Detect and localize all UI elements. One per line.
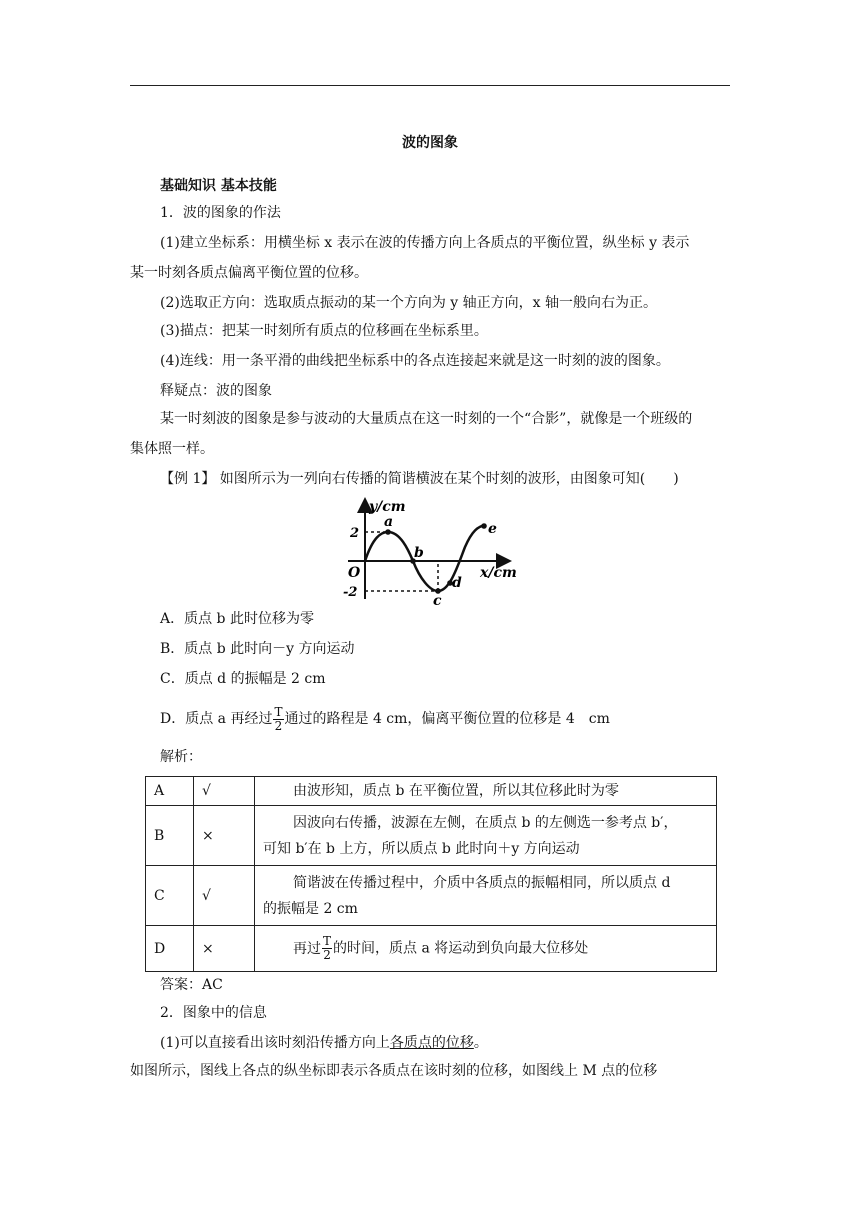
paragraph-3: (3)描点：把某一时刻所有质点的位移画在坐标系里。 [160, 323, 488, 339]
point-a [385, 529, 391, 535]
table-cell-explanation: 再过 $\frac{T}{2}$ 的时间，质点 a 将运动到负向最大位移处 [255, 926, 717, 972]
table-row [146, 806, 717, 866]
page-title: 波的图象 [402, 135, 458, 151]
table-cell-mark: √ [194, 777, 255, 806]
option-c: C．质点 d 的振幅是 2 cm [160, 671, 326, 687]
y-axis-label: y/cm [369, 499, 406, 515]
table-row [146, 926, 717, 972]
table-cell-option: B [146, 806, 194, 866]
tick-label-neg2: -2 [343, 585, 358, 600]
paragraph-6: (1)可以直接看出该时刻沿传播方向上各质点的位移。 [160, 1035, 488, 1051]
clarify-label: 释疑点：波的图象 [160, 383, 272, 399]
option-a: A．质点 b 此时位移为零 [160, 611, 314, 627]
table-row [146, 866, 717, 926]
point-b-label: b [414, 545, 424, 561]
x-axis-label: x/cm [480, 565, 517, 581]
point-a-label: a [384, 514, 394, 530]
point-e-label: e [488, 521, 497, 537]
point-d-label: d [452, 575, 462, 591]
wave-figure [338, 495, 522, 607]
fraction-t-over-2: $\frac{T}{2}$ [274, 704, 283, 733]
origin-label: O [348, 565, 361, 581]
paragraph-5b: 集体照一样。 [130, 441, 214, 457]
table-cell-mark: × [194, 806, 255, 866]
example-1-question: 【例 1】 如图所示为一列向右传播的简谐横波在某个时刻的波形，由图象可知( ) [160, 471, 679, 487]
tick-label-2: 2 [350, 526, 360, 541]
item-2-heading: 2．图象中的信息 [160, 1005, 267, 1021]
point-c-label: c [433, 593, 442, 607]
table-row [146, 777, 717, 806]
paragraph-1b: 某一时刻各质点偏离平衡位置的位移。 [130, 265, 368, 281]
table-cell-explanation: 简谐波在传播过程中，介质中各质点的振幅相同，所以质点 d 的振幅是 2 cm [255, 866, 717, 926]
paragraph-7: 如图所示，图线上各点的纵坐标即表示各质点在该时刻的位移，如图线上 M 点的位移 [130, 1063, 658, 1079]
table-cell-mark: √ [194, 866, 255, 926]
option-b: B．质点 b 此时向－y 方向运动 [160, 641, 355, 657]
table-cell-option: C [146, 866, 194, 926]
paragraph-5a: 某一时刻波的图象是参与波动的大量质点在这一时刻的一个“合影”，就像是一个班级的 [160, 411, 693, 427]
paragraph-2: (2)选取正方向：选取质点振动的某一个方向为 y 轴正方向，x 轴一般向右为正。 [160, 295, 657, 311]
option-d-suffix: 通过的路程是 4 cm，偏离平衡位置的位移是 4 cm [284, 711, 610, 727]
point-e [481, 523, 487, 529]
analysis-label: 解析： [160, 749, 202, 765]
underlined-term: 各质点的位移 [389, 1035, 474, 1051]
table-cell-option: D [146, 926, 194, 972]
header-rule [130, 85, 730, 86]
answer-line: 答案：AC [160, 977, 223, 993]
table-cell-mark: × [194, 926, 255, 972]
table-cell-explanation: 由波形知，质点 b 在平衡位置，所以其位移此时为零 [255, 777, 717, 806]
wave-curve [365, 525, 486, 591]
paragraph-1a: (1)建立坐标系：用横坐标 x 表示在波的传播方向上各质点的平衡位置，纵坐标 y 表示 [160, 235, 690, 251]
section-heading: 基础知识 基本技能 [160, 178, 277, 194]
table-cell-option: A [146, 777, 194, 806]
option-d-prefix: D．质点 a 再经过 [160, 711, 273, 727]
paragraph-4: (4)连线：用一条平滑的曲线把坐标系中的各点连接起来就是这一时刻的波的图象。 [160, 353, 670, 369]
option-d [160, 704, 610, 734]
item-1-heading: 1．波的图象的作法 [160, 205, 281, 221]
fraction-t-over-2: $\frac{T}{2}$ [323, 934, 332, 962]
table-cell-explanation: 因波向右传播，波源在左侧，在质点 b 的左侧选一参考点 b′， 可知 b′在 b 上方，所以质点 b 此时向＋y 方向运动 [255, 806, 717, 866]
analysis-table [145, 776, 717, 972]
